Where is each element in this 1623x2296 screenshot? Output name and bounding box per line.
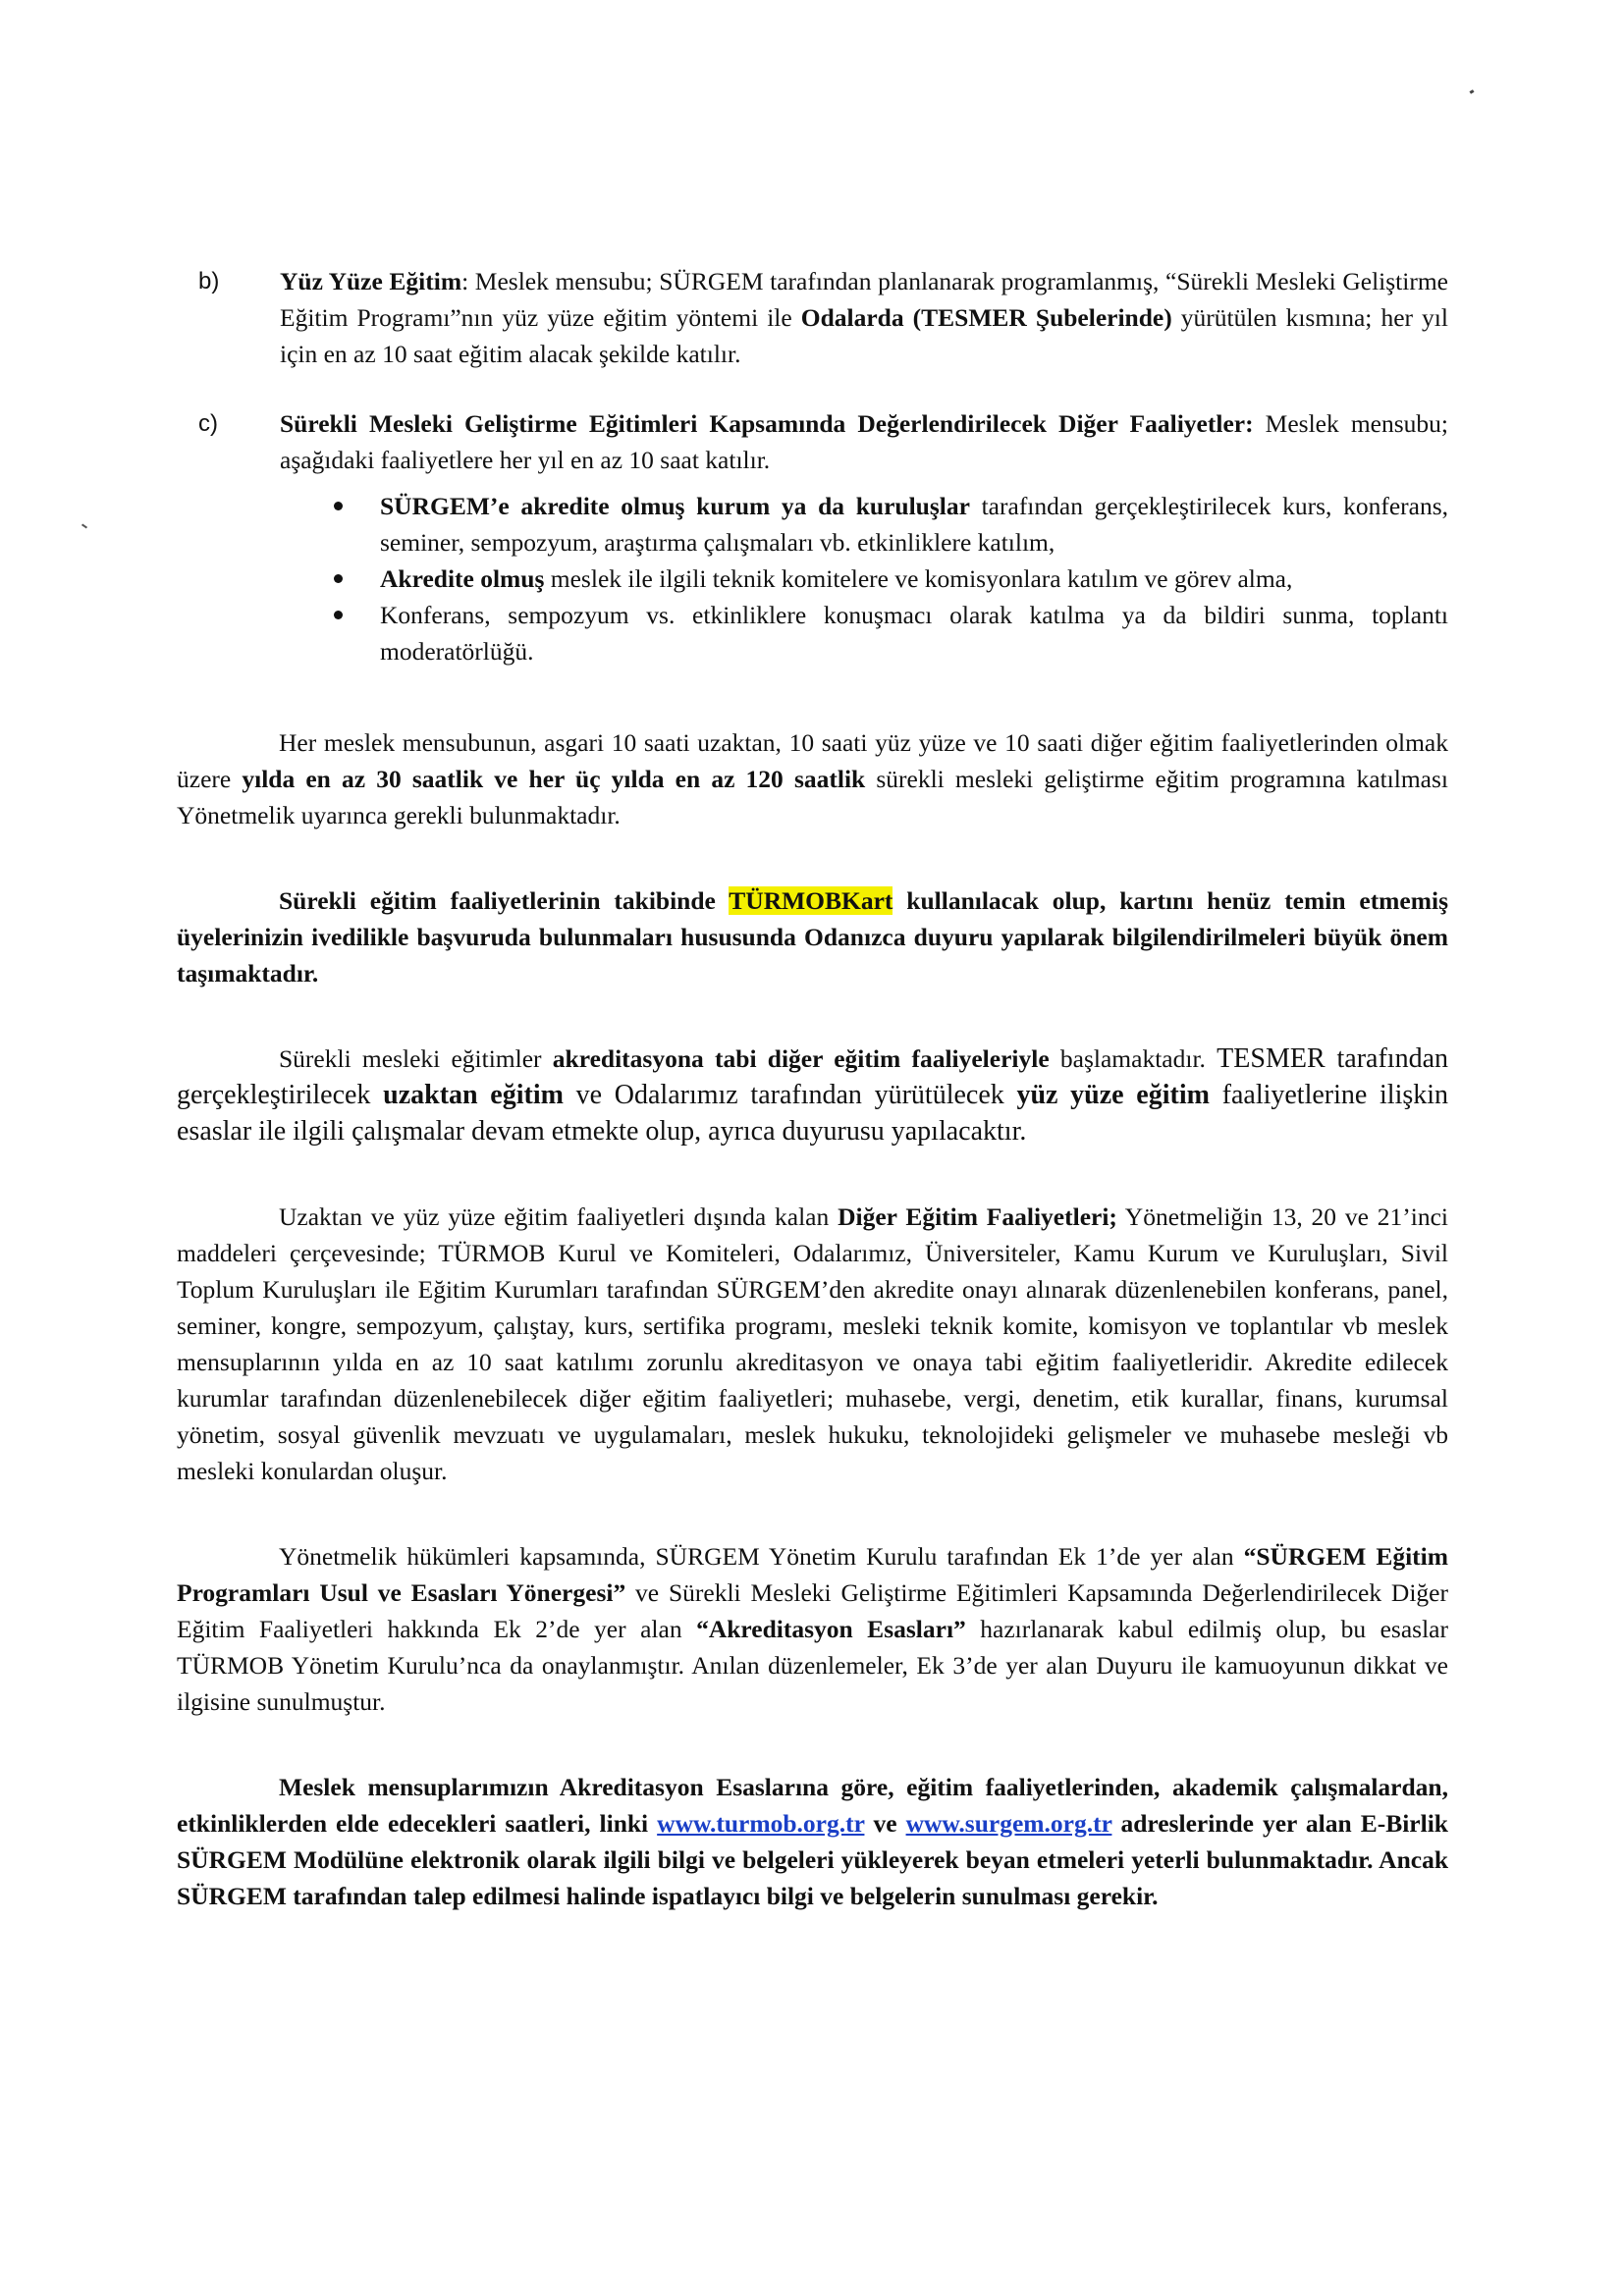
section-b bbox=[177, 263, 1448, 372]
paragraph-bold: Sürekli eğitim faaliyetlerinin takibinde bbox=[279, 886, 730, 915]
paragraph-other-activities bbox=[177, 1199, 1448, 1489]
bullet-text: tarafından gerçekleştirilecek kurs, konferans, seminer, sempozyum, araştırma çalışmaları vb. etkinliklere katılım, bbox=[380, 492, 1449, 557]
paragraph-text: faaliyetlerine ilişkin esaslar ile ilgili çalışmalar devam etmekte olup, ayrıca duyurusu yapılacaktır. bbox=[177, 1080, 1449, 1147]
highlighted-term: TÜRMOBKart bbox=[729, 886, 893, 915]
activity-bullet-list bbox=[177, 488, 1448, 669]
section-b-bold-term: Odalarda (TESMER Şubelerinde) bbox=[800, 303, 1172, 332]
section-b-text: : Meslek mensubu; SÜRGEM tarafından planlanarak programlanmış, “Sürekli Mesleki Geliştirme Eğitim Programı”nın yüz yüze eğitim yöntemi ile bbox=[280, 267, 1448, 332]
paragraph-bold: adreslerinde yer alan E-Birlik SÜRGEM Modülüne elektronik olarak ilgili bilgi ve belgeleri yükleyerek beyan etmeleri yeterli bulunmaktadır. Ancak SÜRGEM tarafından talep edilmesi halinde ispatlayıcı bilgi ve belgelerin sunulması gerekir. bbox=[177, 1809, 1448, 1910]
section-c-marker: c) bbox=[198, 410, 218, 437]
paragraph-bold: akreditasyona tabi diğer eğitim faaliyeleriyle bbox=[552, 1044, 1050, 1073]
paragraph-bold: yüz yüze eğitim bbox=[1016, 1080, 1210, 1110]
paragraph-text: Her meslek mensubunun, asgari 10 saati uzaktan, 10 saati yüz yüze ve 10 saati diğer eğitim faaliyetlerinden olmak üzere bbox=[177, 728, 1448, 793]
paragraph-declaration bbox=[177, 1769, 1448, 1914]
bullet-icon bbox=[334, 611, 343, 619]
paragraph-bold: kullanılacak olup, kartını henüz temin etmemiş üyelerinizin ivedilikle başvuruda bulunmaları hususunda Odanızca duyuru yapılarak bilgilendirilmeleri büyük önem taşımaktadır. bbox=[177, 886, 1448, 988]
bullet-text: Konferans, sempozyum vs. etkinliklere konuşmacı olarak katılma ya da bildiri sunma, toplantı moderatörlüğü. bbox=[380, 601, 1448, 666]
paragraph-text: TESMER tarafından gerçekleştirilecek bbox=[177, 1043, 1448, 1110]
stray-mark bbox=[1470, 89, 1475, 94]
bullet-item bbox=[177, 561, 1448, 597]
section-c bbox=[177, 405, 1448, 478]
paragraph-text: Yönetmeliğin 13, 20 ve 21’inci maddeleri çerçevesinde; TÜRMOB Kurul ve Komiteleri, Odalarımız, Üniversiteler, Kamu Kurum ve Kuruluşları, Sivil Toplum Kuruluşları ile Eğitim Kurumları tarafından SÜRGEM’den akredite onayı alınarak düzenlenebilen konferans, panel, seminer, kongre, sempozyum, çalıştay, kurs, sertifika programı, mesleki teknik komite, komisyon ve toplantılar vb meslek mensuplarının yılda en az 10 saat katılımı zorunlu akreditasyon ve onaya tabi eğitim faaliyetleridir. Akredite edilecek kurumlar tarafından düzenlenebilecek diğer eğitim faaliyetleri; muhasebe, vergi, denetim, etik kurallar, finans, kurumsal yönetim, sosyal güvenlik mevzuatı ve uygulamaları, meslek hukuku, teknolojideki gelişmeler ve muhasebe mesleği vb mesleki konulardan oluşur. bbox=[177, 1202, 1448, 1485]
section-c-heading: Sürekli Mesleki Geliştirme Eğitimleri Kapsamında Değerlendirilecek Diğer Faaliyetler: bbox=[280, 409, 1254, 438]
bullet-text: meslek ile ilgili teknik komitelere ve komisyonlara katılım ve görev alma, bbox=[544, 564, 1293, 593]
paragraph-bold: “SÜRGEM Eğitim Programları Usul ve Esasları Yönergesi” bbox=[177, 1542, 1448, 1607]
section-b-text-end: yürütülen kısmına; her yıl için en az 10 saat eğitim alacak şekilde katılır. bbox=[280, 303, 1448, 368]
bullet-icon bbox=[334, 502, 343, 510]
paragraph-bold: Meslek mensuplarımızın Akreditasyon Esaslarına göre, eğitim faaliyetlerinden, akademik çalışmalardan, etkinliklerden elde edecekleri saatleri, linki bbox=[177, 1773, 1448, 1838]
paragraph-text: hazırlanarak kabul edilmiş olup, bu esaslar TÜRMOB Yönetim Kurulu’nca da onaylanmıştır. Anılan düzenlemeler, Ek 3’de yer alan Duyuru ile kamuoyunun dikkat ve ilgisine sunulmuştur. bbox=[177, 1615, 1448, 1716]
bullet-icon bbox=[334, 574, 343, 583]
paragraph-bold: Diğer Eğitim Faaliyetleri; bbox=[838, 1202, 1117, 1231]
section-b-marker: b) bbox=[198, 268, 220, 294]
paragraph-text: başlamaktadır. bbox=[1049, 1044, 1217, 1073]
stray-mark bbox=[81, 523, 87, 528]
paragraph-text: Uzaktan ve yüz yüze eğitim faaliyetleri dışında kalan bbox=[279, 1202, 839, 1231]
paragraph-text: Yönetmelik hükümleri kapsamında, SÜRGEM Yönetim Kurulu tarafından Ek 1’de yer alan bbox=[279, 1542, 1244, 1571]
paragraph-bold: “Akreditasyon Esasları” bbox=[696, 1615, 966, 1643]
paragraph-regulations bbox=[177, 1538, 1448, 1720]
paragraph-turmobkart bbox=[177, 882, 1448, 991]
bullet-bold: SÜRGEM’e akredite olmuş kurum ya da kuruluşlar bbox=[380, 492, 970, 520]
paragraph-text: ve Sürekli Mesleki Geliştirme Eğitimleri Kapsamında Değerlendirilecek Diğer Eğitim Faaliyetleri hakkında Ek 2’de yer alan bbox=[177, 1578, 1448, 1643]
paragraph-hours-requirement bbox=[177, 724, 1448, 833]
paragraph-text: Sürekli mesleki eğitimler bbox=[279, 1044, 553, 1073]
paragraph-bold: ve bbox=[864, 1809, 906, 1838]
paragraph-text: sürekli mesleki geliştirme eğitim programına katılması Yönetmelik uyarınca gerekli bulunmaktadır. bbox=[177, 765, 1448, 829]
bullet-item bbox=[177, 597, 1448, 669]
surgem-link[interactable]: www.surgem.org.tr bbox=[905, 1809, 1112, 1838]
paragraph-bold: uzaktan eğitim bbox=[383, 1080, 564, 1110]
document-body bbox=[177, 263, 1448, 1940]
bullet-item bbox=[177, 488, 1448, 561]
section-b-heading: Yüz Yüze Eğitim bbox=[280, 267, 462, 295]
paragraph-text: ve Odalarımız tarafından yürütülecek bbox=[563, 1080, 1017, 1110]
paragraph-bold: yılda en az 30 saatlik ve her üç yılda en az 120 saatlik bbox=[242, 765, 866, 793]
bullet-bold: Akredite olmuş bbox=[380, 564, 545, 593]
section-c-text: Meslek mensubu; aşağıdaki faaliyetlere her yıl en az 10 saat katılır. bbox=[280, 409, 1448, 474]
paragraph-accreditation-start bbox=[177, 1041, 1448, 1149]
turmob-link[interactable]: www.turmob.org.tr bbox=[657, 1809, 865, 1838]
